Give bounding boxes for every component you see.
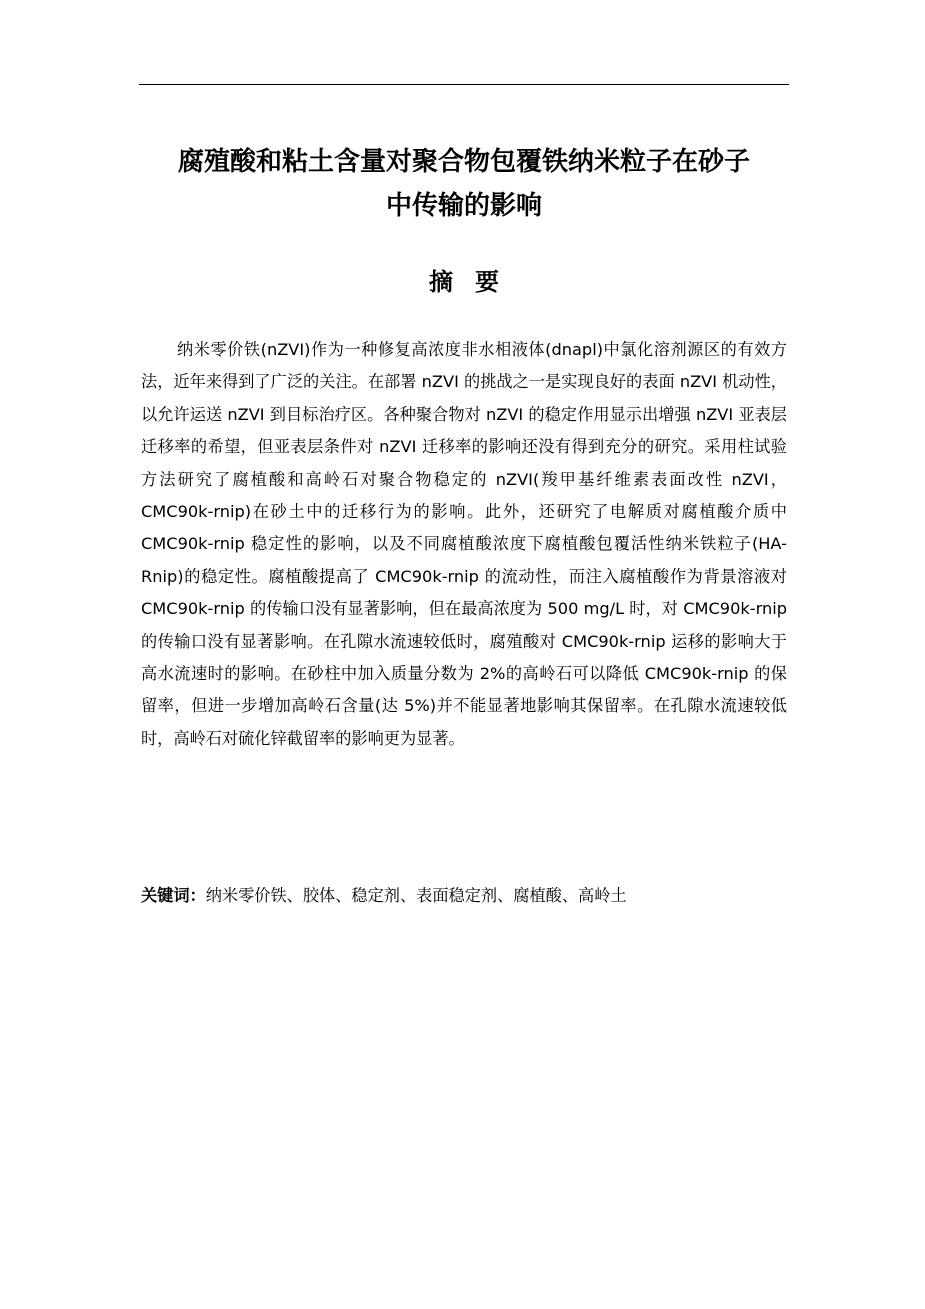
keywords [141,880,787,912]
document-title [139,140,789,228]
header-rule [139,84,789,85]
abstract-heading: 摘要 [429,268,521,296]
title-line-2: 中传输的影响 [385,191,542,221]
keywords-text: 纳米零价铁、胶体、稳定剂、表面稳定剂、腐植酸、高岭土 [205,886,627,905]
abstract-body: 纳米零价铁(nZVI)作为一种修复高浓度非水相液体(dnapl)中氯化溶剂源区的有效方法，近年来得到了广泛的关注。在部署 nZVI 的挑战之一是实现良好的表面 nZVI 机动性，以允许运送 nZVI 到目标治疗区。各种聚合物对 nZVI 的稳定作用显示出增强 nZVI 亚表层迁移率的希望，但亚表层条件对 nZVI 迁移率的影响还没有得到充分的研究。采用柱试验方法研究了腐植酸和高岭石对聚合物稳定的 nZVI(羧甲基纤维素表面改性 nZVI，CMC90k-rnip)在砂土中的迁移行为的影响。此外，还研究了电解质对腐植酸介质中 CMC90k-rnip 稳定性的影响，以及不同腐植酸浓度下腐植酸包覆活性纳米铁粒子(HA-Rnip)的稳定性。腐植酸提高了 CMC90k-rnip 的流动性，而注入腐植酸作为背景溶液对 CMC90k-rnip 的传输口没有显著影响，但在最高浓度为 500 mg/L 时，对 CMC90k-rnip 的传输口没有显著影响。在孔隙水流速较低时，腐殖酸对 CMC90k-rnip 运移的影响大于高水流速时的影响。在砂柱中加入质量分数为 2%的高岭石可以降低 CMC90k-rnip 的保留率，但进一步增加高岭石含量(达 5%)并不能显著地影响其保留率。在孔隙水流速较低时，高岭石对硫化锌截留率的影响更为显著。 [141,340,787,748]
title-line-1: 腐殖酸和粘土含量对聚合物包覆铁纳米粒子在砂子 [177,147,750,177]
keywords-label: 关键词： [141,886,206,905]
